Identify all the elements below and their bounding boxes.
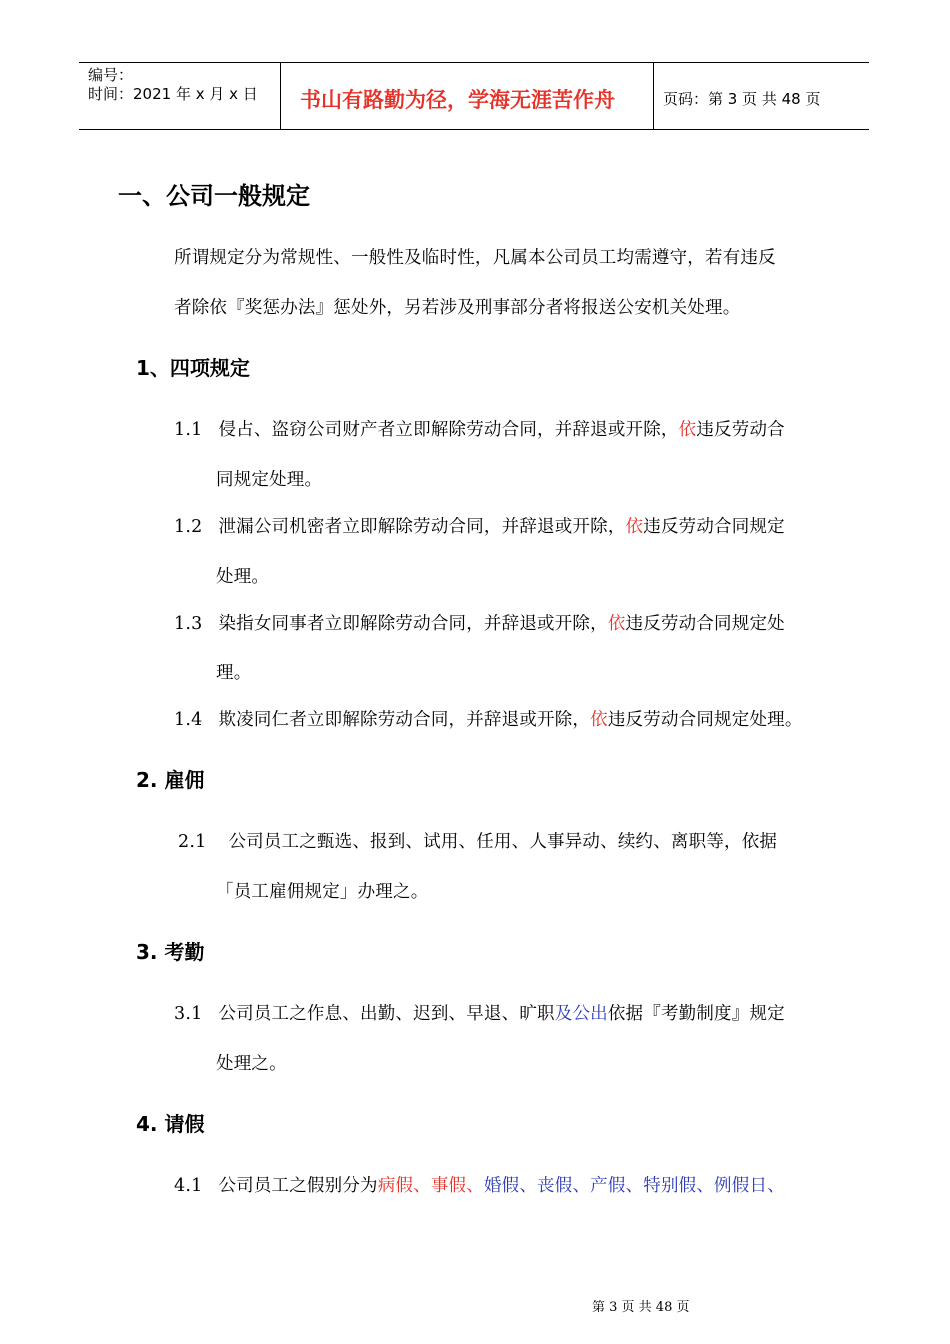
rule-item-4-1: 4.1 公司员工之假别分为病假、事假、婚假、丧假、产假、特别假、例假日、 — [174, 1176, 785, 1196]
subsection-title-3: 3. 考勤 — [136, 940, 205, 964]
rule-item-2-1: 2.1 公司员工之甄选、报到、试用、任用、人事异动、续约、离职等，依据 — [178, 832, 778, 852]
item-number: 1.1 — [174, 420, 203, 440]
header-motto: 书山有路勤为径，学海无涯苦作舟 — [300, 88, 615, 112]
highlight-red: 依 — [625, 517, 644, 537]
highlight-blue: 及公出 — [554, 1004, 608, 1024]
highlight-red: 依 — [678, 420, 697, 440]
subsection-title-1: 1、四项规定 — [136, 356, 250, 380]
item-number: 1.3 — [174, 614, 203, 634]
leave-types-blue: 婚假、丧假、产假、特别假、例假日、 — [483, 1176, 785, 1196]
highlight-red: 依 — [590, 710, 608, 730]
rule-item-1-3-cont: 理。 — [216, 663, 252, 683]
rule-item-1-1: 1.1 侵占、盗窃公司财产者立即解除劳动合同，并辞退或开除，依违反劳动合 — [174, 420, 785, 440]
rule-item-2-1-cont: 「员工雇佣规定」办理之。 — [216, 882, 429, 902]
document-number-label: 编号： — [88, 66, 134, 84]
subsection-title-4: 4. 请假 — [136, 1112, 205, 1136]
item-number: 4.1 — [174, 1176, 203, 1196]
rule-item-1-2: 1.2 泄漏公司机密者立即解除劳动合同，并辞退或开除，依违反劳动合同规定 — [174, 517, 785, 537]
header-page-info: 页码：第 3 页 共 48 页 — [663, 90, 821, 108]
item-number: 1.4 — [174, 710, 203, 730]
page-footer: 第 3 页 共 48 页 — [592, 1300, 690, 1315]
rule-item-1-3: 1.3 染指女同事者立即解除劳动合同，并辞退或开除，依违反劳动合同规定处 — [174, 614, 785, 634]
item-number: 1.2 — [174, 517, 203, 537]
rule-item-3-1: 3.1 公司员工之作息、出勤、迟到、早退、旷职及公出依据『考勤制度』规定 — [174, 1004, 785, 1024]
item-number: 2.1 — [178, 832, 207, 852]
rule-item-1-2-cont: 处理。 — [216, 567, 270, 587]
document-time-label: 时间：2021 年 x 月 x 日 — [88, 85, 258, 103]
leave-types-red: 病假、事假、 — [377, 1176, 484, 1196]
rule-item-1-1-cont: 同规定处理。 — [216, 470, 323, 490]
highlight-red: 依 — [607, 614, 626, 634]
intro-line-1: 所谓规定分为常规性、一般性及临时性，凡属本公司员工均需遵守，若有违反 — [174, 248, 776, 268]
item-number: 3.1 — [174, 1004, 203, 1024]
subsection-title-2: 2. 雇佣 — [136, 768, 205, 792]
rule-item-3-1-cont: 处理之。 — [216, 1054, 287, 1074]
intro-line-2: 者除依『奖惩办法』惩处外，另若涉及刑事部分者将报送公安机关处理。 — [174, 298, 741, 318]
section-title: 一、公司一般规定 — [118, 182, 310, 210]
rule-item-1-4: 1.4 欺凌同仁者立即解除劳动合同，并辞退或开除，依违反劳动合同规定处理。 — [174, 710, 803, 730]
